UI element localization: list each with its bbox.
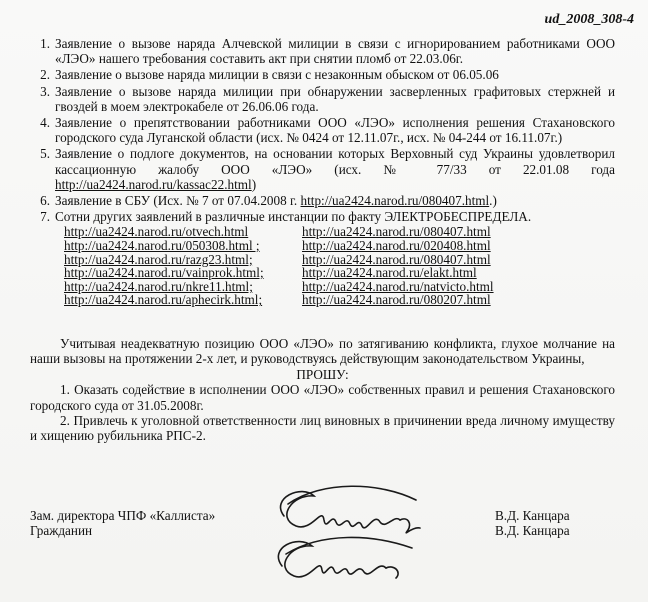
complaints-list <box>30 36 615 307</box>
link-080207[interactable]: http://ua2424.narod.ru/080207.html <box>302 292 491 308</box>
links-table <box>64 225 615 307</box>
link-razg23[interactable]: http://ua2424.narod.ru/razg23.html; <box>64 251 253 267</box>
link-080407-b[interactable]: http://ua2424.narod.ru/080407.html <box>302 251 491 267</box>
item-number: 4. <box>40 115 50 131</box>
item-tail: .) <box>489 193 497 209</box>
document-id: ud_2008_308-4 <box>544 12 634 27</box>
handwritten-signature <box>262 476 432 586</box>
request-body <box>30 336 615 444</box>
link-natvicto[interactable]: http://ua2424.narod.ru/natvicto.html <box>302 278 494 294</box>
sbu-link[interactable]: http://ua2424.narod.ru/080407.html <box>300 193 490 209</box>
item-text: Заявление о вызове наряда Алчевской милиции в связи с игнорированием работниками ООО «ЛЭО» нашего требования составить акт при снятии пломб от 22.03.06г. <box>55 36 615 67</box>
request-heading: ПРОШУ: <box>296 366 349 382</box>
item-number: 7. <box>40 209 50 225</box>
link-080407[interactable]: http://ua2424.narod.ru/080407.html <box>302 224 491 240</box>
intro-paragraph: Учитывая неадекватную позицию ООО «ЛЭО» по затягиванию конфликта, глухое молчание на наши вызовы на протяжении 2-х лет, и руководствуясь действующим законодательством Украины, <box>30 336 615 367</box>
link-nkre11[interactable]: http://ua2424.narod.ru/nkre11.html; <box>64 278 253 294</box>
link-vainprok[interactable]: http://ua2424.narod.ru/vainprok.html; <box>64 265 264 281</box>
item-text: Заявление о вызове наряда милиции при обнаружении засверленных графитовых стержней и гвоздей в моем электрокабеле от 26.06.06 года. <box>55 83 615 114</box>
signer-name: В.Д. Канцара <box>495 523 570 539</box>
item-number: 3. <box>40 83 50 99</box>
list-item <box>30 84 615 114</box>
list-item <box>30 36 615 66</box>
link-020408[interactable]: http://ua2424.narod.ru/020408.html <box>302 238 491 254</box>
item-tail: ) <box>251 176 257 192</box>
item-number: 6. <box>40 193 50 209</box>
item-number: 2. <box>40 67 50 83</box>
item-text: Заявление о препятствовании работниками ООО «ЛЭО» исполнения решения Стахановского городского суда Луганской области (исх. № 0424 от 12.11.07г., исх. № 04-244 от 16.11.07г.) <box>55 115 615 146</box>
item-text: Заявление о подлоге документов, на основании которых Верховный суд Украины удовлетворил кассационную жалобу ООО «ЛЭО» (исх. № 77/33 от 22.01.08 года <box>55 146 615 177</box>
item-number: 5. <box>40 146 50 162</box>
kassac-link[interactable]: http://ua2424.narod.ru/kassac22.html <box>55 176 252 192</box>
link-elakt[interactable]: http://ua2424.narod.ru/elakt.html <box>302 265 477 281</box>
item-text: Заявление в СБУ (Исх. № 7 от 07.04.2008 г. <box>55 193 301 209</box>
request-2: 2. Привлечь к уголовной ответственности лиц виновных в причинении вреда личному имуществу и хищению рубильника РПС-2. <box>30 413 615 444</box>
signer-role: Гражданин <box>30 523 93 539</box>
list-item <box>30 146 615 192</box>
link-otvech[interactable]: http://ua2424.narod.ru/otvech.html <box>64 224 249 240</box>
list-item <box>30 193 615 208</box>
item-number: 1. <box>40 36 50 51</box>
list-item <box>30 115 615 145</box>
link-050308[interactable]: http://ua2424.narod.ru/050308.html ; <box>64 238 260 254</box>
signer-name: В.Д. Канцара <box>495 508 570 523</box>
item-text: Сотни других заявлений в различные инстанции по факту ЭЛЕКТРОБЕСПРЕДЕЛА. <box>55 209 532 225</box>
list-item <box>30 209 615 224</box>
request-1: 1. Оказать содействие в исполнении ООО «ЛЭО» собственных правил и решения Стахановского городского суда от 31.05.2008г. <box>30 382 615 413</box>
link-aphecirk[interactable]: http://ua2424.narod.ru/aphecirk.html; <box>64 292 263 308</box>
signer-role: Зам. директора ЧПФ «Каллиста» <box>30 508 216 523</box>
list-item <box>30 67 615 82</box>
item-text: Заявление о вызове наряда милиции в связи с незаконным обыском от 06.05.06 <box>55 67 499 83</box>
